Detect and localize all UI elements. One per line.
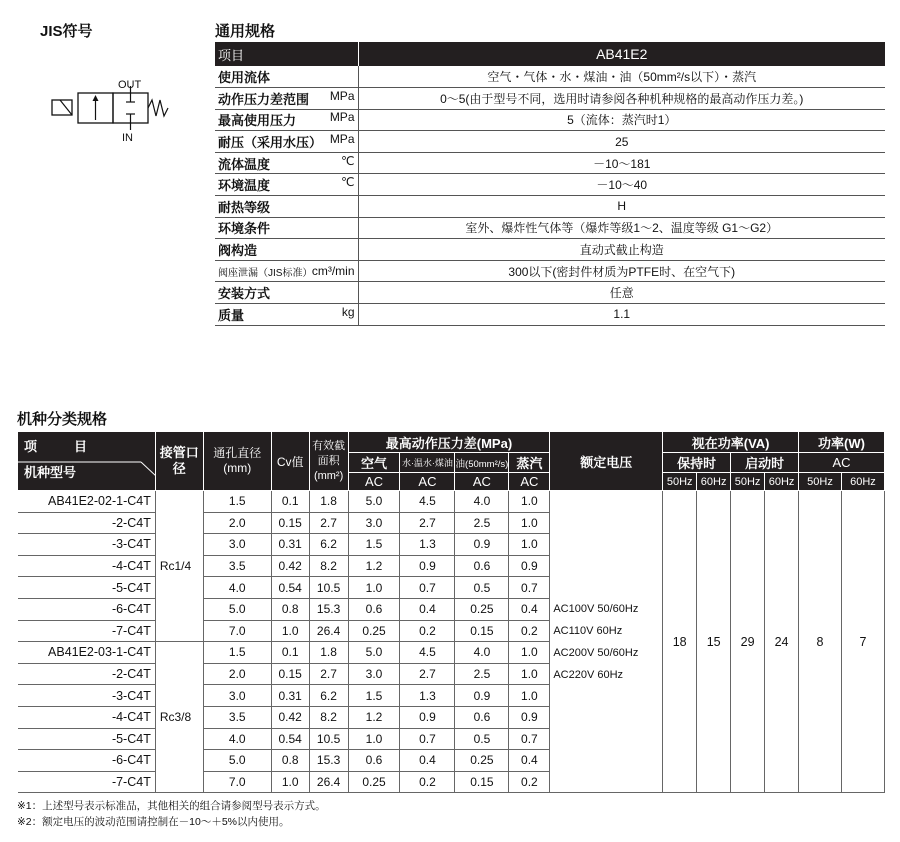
models-title: 机种分类规格 — [17, 411, 108, 428]
oil-pressure: 0.9 — [455, 534, 509, 556]
air-pressure: 0.25 — [348, 620, 400, 642]
spec-label: MPa 耐压（采用水压） — [215, 131, 358, 153]
spec-row — [215, 109, 885, 131]
air-pressure: 5.0 — [348, 491, 400, 513]
area-value: 2.7 — [309, 663, 348, 685]
area-value: 1.8 — [309, 642, 348, 664]
spec-value: H — [358, 196, 885, 218]
steam-pressure: 1.0 — [509, 642, 550, 664]
note-1: ※1：上述型号表示标准品，其他相关的组合请参阅型号表示方式。 — [17, 800, 326, 812]
spec-row — [215, 217, 885, 239]
model-number: -7-C4T — [18, 771, 156, 793]
water-pressure: 1.3 — [400, 534, 455, 556]
model-number: -4-C4T — [18, 706, 156, 728]
header-model-no: 机种型号 — [24, 465, 77, 480]
port-size: Rc1/4 — [155, 491, 203, 642]
steam-pressure: 0.2 — [509, 771, 550, 793]
header-oil-ac: AC — [455, 473, 509, 491]
header-water-ac: AC — [400, 473, 455, 491]
model-number: -5-C4T — [18, 728, 156, 750]
water-pressure: 0.9 — [400, 555, 455, 577]
header-water: 水·温水·煤油 — [400, 453, 455, 473]
area-value: 6.2 — [309, 534, 348, 556]
cv-value: 0.8 — [271, 598, 309, 620]
area-value: 2.7 — [309, 512, 348, 534]
model-number: -3-C4T — [18, 534, 156, 556]
header-cv: Cv值 — [271, 432, 309, 491]
header-air-ac: AC — [348, 473, 400, 491]
steam-pressure: 0.4 — [509, 750, 550, 772]
steam-pressure: 1.0 — [509, 491, 550, 513]
spec-row — [215, 196, 885, 218]
power-power-60: 7 — [841, 491, 884, 793]
spec-value: 5（流体：蒸汽时1） — [358, 109, 885, 131]
spec-unit: MPa — [329, 88, 355, 103]
header-starting-50hz: 50Hz — [731, 473, 765, 491]
spec-label: cm³/min 阀座泄漏（JIS标准） — [215, 260, 358, 282]
voltage-item: AC220V 60Hz — [553, 668, 624, 681]
model-number: -4-C4T — [18, 555, 156, 577]
oil-pressure: 0.25 — [455, 598, 509, 620]
cv-value: 0.31 — [271, 685, 309, 707]
header-air: 空气 — [348, 453, 400, 473]
spec-unit: ℃ — [341, 153, 355, 168]
valve-symbol-icon — [50, 78, 180, 148]
spec-unit: kg — [341, 304, 355, 319]
model-number: -2-C4T — [18, 512, 156, 534]
spec-row — [215, 152, 885, 174]
spec-label: MPa 最高使用压力 — [215, 109, 358, 131]
air-pressure: 3.0 — [348, 512, 400, 534]
water-pressure: 2.7 — [400, 663, 455, 685]
power-power-50: 8 — [799, 491, 842, 793]
steam-pressure: 0.9 — [509, 706, 550, 728]
spec-header-item: 项目 — [215, 42, 358, 66]
area-value: 10.5 — [309, 728, 348, 750]
spec-unit: cm³/min — [311, 263, 355, 278]
spec-value: 直动式截止构造 — [358, 239, 885, 261]
header-steam-ac: AC — [509, 473, 550, 491]
spec-row — [215, 131, 885, 153]
orifice-value: 3.5 — [203, 706, 271, 728]
spec-value: 25 — [358, 131, 885, 153]
header-power-50hz: 50Hz — [799, 473, 842, 491]
power-starting-60: 24 — [765, 491, 799, 793]
orifice-value: 7.0 — [203, 771, 271, 793]
orifice-value: 3.0 — [203, 534, 271, 556]
model-number: -6-C4T — [18, 750, 156, 772]
note-2: ※2：额定电压的波动范围请控制在－10～＋5%以内使用。 — [17, 816, 290, 828]
spec-row — [215, 260, 885, 282]
spec-row — [215, 174, 885, 196]
power-holding-60: 15 — [697, 491, 731, 793]
water-pressure: 0.2 — [400, 771, 455, 793]
orifice-value: 7.0 — [203, 620, 271, 642]
orifice-value: 1.5 — [203, 642, 271, 664]
air-pressure: 1.0 — [348, 728, 400, 750]
oil-pressure: 0.15 — [455, 620, 509, 642]
in-label: IN — [122, 132, 133, 144]
voltage-item: AC200V 50/60Hz — [553, 646, 639, 659]
steam-pressure: 0.7 — [509, 577, 550, 599]
orifice-value: 1.5 — [203, 491, 271, 513]
orifice-value: 5.0 — [203, 598, 271, 620]
orifice-value: 2.0 — [203, 663, 271, 685]
orifice-value: 4.0 — [203, 577, 271, 599]
model-spec-table — [17, 431, 885, 793]
spec-row — [215, 239, 885, 261]
water-pressure: 0.4 — [400, 598, 455, 620]
header-area: 有效截面积 (mm²) — [309, 432, 348, 491]
header-apparent-power: 视在功率(VA) — [663, 432, 799, 453]
oil-pressure: 0.15 — [455, 771, 509, 793]
spec-header-model: AB41E2 — [358, 42, 885, 66]
spec-row — [215, 88, 885, 110]
spec-value: 任意 — [358, 282, 885, 304]
spec-label: 环境条件 — [215, 217, 358, 239]
voltage-item: AC100V 50/60Hz — [553, 602, 639, 615]
area-value: 8.2 — [309, 706, 348, 728]
area-value: 15.3 — [309, 750, 348, 772]
spec-value: 300以下(密封件材质为PTFE时、在空气下) — [358, 260, 885, 282]
general-spec-table — [215, 42, 885, 326]
air-pressure: 0.25 — [348, 771, 400, 793]
cv-value: 0.1 — [271, 642, 309, 664]
spec-label: 耐热等级 — [215, 196, 358, 218]
spec-row — [215, 66, 885, 88]
oil-pressure: 0.5 — [455, 577, 509, 599]
air-pressure: 0.6 — [348, 750, 400, 772]
model-number: -7-C4T — [18, 620, 156, 642]
spec-label: ℃ 流体温度 — [215, 152, 358, 174]
spec-label: 安装方式 — [215, 282, 358, 304]
spec-value: 空气・气体・水・煤油・油（50mm²/s以下）・蒸汽 — [358, 66, 885, 88]
power-holding-50: 18 — [663, 491, 697, 793]
header-holding: 保持时 — [663, 453, 731, 473]
orifice-value: 3.0 — [203, 685, 271, 707]
area-value: 15.3 — [309, 598, 348, 620]
jis-title: JIS符号 — [40, 23, 93, 40]
steam-pressure: 1.0 — [509, 534, 550, 556]
steam-pressure: 0.9 — [509, 555, 550, 577]
cv-value: 0.15 — [271, 663, 309, 685]
rated-voltage-list — [550, 491, 663, 793]
water-pressure: 1.3 — [400, 685, 455, 707]
header-max-pressure: 最高动作压力差(MPa) — [348, 432, 550, 453]
cv-value: 0.1 — [271, 491, 309, 513]
area-value: 26.4 — [309, 771, 348, 793]
steam-pressure: 0.7 — [509, 728, 550, 750]
steam-pressure: 1.0 — [509, 685, 550, 707]
spec-value: －10～40 — [358, 174, 885, 196]
header-holding-60hz: 60Hz — [697, 473, 731, 491]
air-pressure: 1.2 — [348, 706, 400, 728]
model-number: AB41E2-03-1-C4T — [18, 642, 156, 664]
oil-pressure: 0.6 — [455, 706, 509, 728]
water-pressure: 0.7 — [400, 577, 455, 599]
orifice-value: 2.0 — [203, 512, 271, 534]
area-value: 10.5 — [309, 577, 348, 599]
cv-value: 0.8 — [271, 750, 309, 772]
header-power: 功率(W) — [799, 432, 885, 453]
orifice-value: 5.0 — [203, 750, 271, 772]
oil-pressure: 4.0 — [455, 491, 509, 513]
spec-row — [215, 304, 885, 326]
header-steam: 蒸汽 — [509, 453, 550, 473]
cv-value: 0.54 — [271, 728, 309, 750]
water-pressure: 0.4 — [400, 750, 455, 772]
header-orifice: 通孔直径 (mm) — [203, 432, 271, 491]
spec-value: －10～181 — [358, 152, 885, 174]
header-holding-50hz: 50Hz — [663, 473, 697, 491]
cv-value: 0.42 — [271, 555, 309, 577]
spec-label: kg 质量 — [215, 304, 358, 326]
cv-value: 0.31 — [271, 534, 309, 556]
water-pressure: 0.7 — [400, 728, 455, 750]
spec-label: 阀构造 — [215, 239, 358, 261]
oil-pressure: 2.5 — [455, 512, 509, 534]
water-pressure: 4.5 — [400, 491, 455, 513]
steam-pressure: 0.4 — [509, 598, 550, 620]
water-pressure: 0.9 — [400, 706, 455, 728]
air-pressure: 1.5 — [348, 685, 400, 707]
spec-value: 室外、爆炸性气体等（爆炸等级1～2、温度等级 G1～G2） — [358, 217, 885, 239]
spec-label: ℃ 环境温度 — [215, 174, 358, 196]
air-pressure: 0.6 — [348, 598, 400, 620]
header-starting: 启动时 — [731, 453, 799, 473]
cv-value: 0.42 — [271, 706, 309, 728]
model-number: -3-C4T — [18, 685, 156, 707]
steam-pressure: 0.2 — [509, 620, 550, 642]
steam-pressure: 1.0 — [509, 663, 550, 685]
header-item-model — [18, 432, 156, 491]
cv-value: 1.0 — [271, 771, 309, 793]
spec-value: 0～5(由于型号不同，选用时请参阅各种机种规格的最高动作压力差。) — [358, 88, 885, 110]
header-voltage: 额定电压 — [550, 432, 663, 491]
oil-pressure: 2.5 — [455, 663, 509, 685]
area-value: 8.2 — [309, 555, 348, 577]
model-number: -2-C4T — [18, 663, 156, 685]
area-value: 1.8 — [309, 491, 348, 513]
spec-label: 使用流体 — [215, 66, 358, 88]
area-value: 26.4 — [309, 620, 348, 642]
header-port: 接管口径 — [155, 432, 203, 491]
spec-row — [215, 282, 885, 304]
area-value: 6.2 — [309, 685, 348, 707]
oil-pressure: 0.6 — [455, 555, 509, 577]
air-pressure: 1.0 — [348, 577, 400, 599]
power-starting-50: 29 — [731, 491, 765, 793]
spec-title: 通用规格 — [215, 23, 276, 40]
header-power-60hz: 60Hz — [841, 473, 884, 491]
spec-unit: ℃ — [341, 175, 355, 190]
port-size: Rc3/8 — [155, 642, 203, 793]
header-oil: 油(50mm²/s) — [455, 453, 509, 473]
cv-value: 1.0 — [271, 620, 309, 642]
steam-pressure: 1.0 — [509, 512, 550, 534]
cv-value: 0.54 — [271, 577, 309, 599]
oil-pressure: 4.0 — [455, 642, 509, 664]
spec-value: 1.1 — [358, 304, 885, 326]
water-pressure: 4.5 — [400, 642, 455, 664]
voltage-item: AC110V 60Hz — [553, 624, 623, 637]
water-pressure: 0.2 — [400, 620, 455, 642]
header-starting-60hz: 60Hz — [765, 473, 799, 491]
model-number: -5-C4T — [18, 577, 156, 599]
air-pressure: 5.0 — [348, 642, 400, 664]
orifice-value: 4.0 — [203, 728, 271, 750]
air-pressure: 1.5 — [348, 534, 400, 556]
out-label: OUT — [118, 79, 142, 91]
spec-label: MPa 动作压力差范围 — [215, 88, 358, 110]
model-number: AB41E2-02-1-C4T — [18, 491, 156, 513]
oil-pressure: 0.25 — [455, 750, 509, 772]
cv-value: 0.15 — [271, 512, 309, 534]
model-number: -6-C4T — [18, 598, 156, 620]
water-pressure: 2.7 — [400, 512, 455, 534]
spec-unit: MPa — [329, 132, 355, 147]
spec-unit: MPa — [329, 110, 355, 125]
header-item: 项 目 — [24, 439, 100, 454]
oil-pressure: 0.9 — [455, 685, 509, 707]
oil-pressure: 0.5 — [455, 728, 509, 750]
header-power-ac: AC — [799, 453, 885, 473]
orifice-value: 3.5 — [203, 555, 271, 577]
air-pressure: 1.2 — [348, 555, 400, 577]
air-pressure: 3.0 — [348, 663, 400, 685]
